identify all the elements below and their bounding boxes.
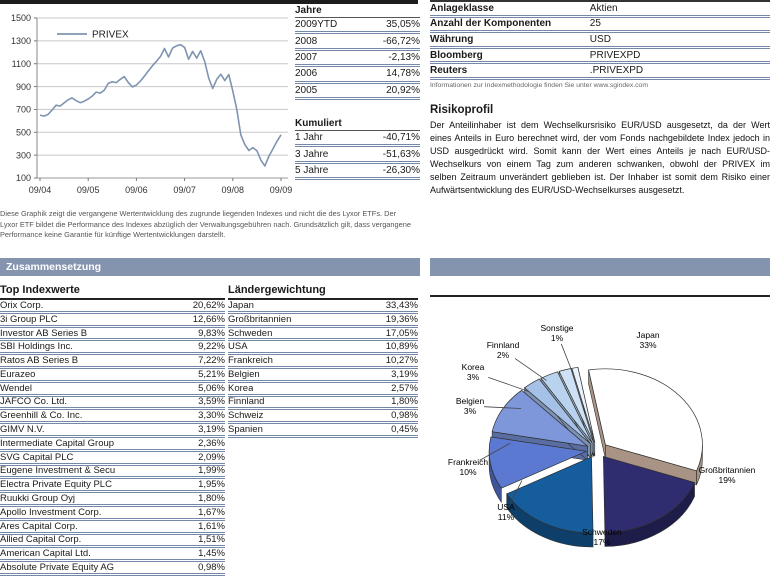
row-value: 1,67% [198, 506, 225, 518]
section-bar-title: Zusammensetzung [6, 261, 102, 273]
table-row [295, 147, 420, 163]
row-label: Währung [430, 33, 474, 45]
section-bar-empty [430, 258, 770, 276]
table-row [0, 369, 225, 383]
pie-percent-schweden: 17% [593, 537, 611, 547]
row-value: 0,98% [198, 562, 225, 574]
pie-leader-line [515, 358, 546, 380]
right-column [430, 0, 770, 576]
chart-text: 09/04 [28, 185, 52, 195]
chart-text: 500 [15, 127, 31, 138]
row-value: 9,22% [198, 341, 225, 353]
index-info-table [430, 0, 770, 80]
row-value: -40,71% [382, 132, 420, 144]
table-row [0, 493, 225, 507]
risikoprofil-body: Der Anteilinhaber ist dem Wechselkursrisiko EUR/USD ausgesetzt, da der Wert eines Anteils in Euro berechnet wird, der vom Fonds nachgebildete Index jedoch in USD ausgedrückt wird. Somit kann der Wert eines Anteils je nach EUR/USD-Wechselkurs von einem Tag zum anderen schwanken, obwohl der PRIVEX im selben Zeitraum unverändert geblieben ist. Der Inhaber ist somit dem Risiko einer Aufwärtsentwicklung des EUR/USD-Wechselkurses ausgesetzt. [430, 119, 770, 196]
row-value: 1,99% [198, 465, 225, 477]
table-row [228, 397, 418, 411]
row-value: -66,72% [382, 35, 420, 47]
row-label: Ratos AB Series B [0, 355, 79, 367]
pie-percent-japan: 33% [639, 340, 657, 350]
chart-text: 09/07 [173, 185, 196, 195]
row-label: Greenhill & Co. Inc. [0, 410, 83, 422]
row-label: 5 Jahre [295, 164, 329, 176]
row-label: Großbritannien [228, 313, 292, 325]
row-label: Intermediate Capital Group [0, 437, 115, 449]
row-label: Wendel [0, 382, 33, 394]
pie-percent-sonstige: 1% [550, 333, 564, 343]
legend-label: PRIVEX [92, 29, 129, 41]
row-value: 3,19% [198, 424, 225, 436]
row-value: 1,51% [198, 534, 225, 546]
pie-percent-finnland: 2% [496, 350, 510, 360]
table-row [0, 410, 225, 424]
row-label: Allied Capital Corp. [0, 534, 82, 546]
pie-percent-usa: 11% [497, 512, 515, 522]
laendergewichtung-rows [228, 300, 418, 438]
pie-label-finnland: Finnland [486, 340, 520, 350]
performance-line-chart [0, 4, 295, 200]
row-value: 9,83% [198, 327, 225, 339]
top-indexwerte-rows [0, 300, 225, 576]
table-row [0, 438, 225, 452]
row-label: Bloomberg [430, 49, 483, 61]
chart-text: 700 [15, 104, 31, 115]
table-row [228, 369, 418, 383]
row-label: Spanien [228, 424, 263, 436]
row-label: Absolute Private Equity AG [0, 562, 115, 574]
table-row [0, 300, 225, 314]
table-row [430, 2, 770, 18]
chart-text: 09/06 [125, 185, 148, 195]
table-row [0, 383, 225, 397]
row-value: -2,13% [388, 51, 420, 63]
table-row [430, 64, 770, 80]
row-value: 3,59% [198, 396, 225, 408]
row-label: Schweiz [228, 410, 264, 422]
row-value: Aktien [589, 2, 618, 14]
row-value: 2,36% [198, 437, 225, 449]
row-label: American Capital Ltd. [0, 548, 91, 560]
table-row [228, 300, 418, 314]
row-value: 10,27% [385, 355, 418, 367]
performance-tables [295, 4, 420, 200]
pie-label-korea: Korea [461, 362, 485, 372]
row-label: 2005 [295, 84, 318, 96]
table-row [0, 341, 225, 355]
table-row [0, 355, 225, 369]
jahre-table-rows [295, 18, 420, 100]
chart-text: 100 [15, 173, 31, 184]
row-label: Anlageklasse [430, 2, 494, 14]
row-label: Ruukki Group Oyj [0, 493, 75, 505]
pie-percent-belgien: 3% [463, 406, 477, 416]
table-row [0, 328, 225, 342]
table-row [0, 548, 225, 562]
row-label: JAFCO Co. Ltd. [0, 396, 68, 408]
kumuliert-table-header: Kumuliert [295, 117, 420, 131]
pie-percent-großbritannien: 19% [718, 475, 736, 485]
table-row [430, 49, 770, 65]
performance-row [0, 0, 420, 200]
row-value: PRIVEXPD [589, 49, 641, 61]
pie-label-frankreich: Frankreich [447, 457, 489, 467]
row-value: 14,78% [386, 68, 420, 80]
table-row [228, 410, 418, 424]
row-label: Belgien [228, 368, 260, 380]
table-row [295, 34, 420, 50]
row-label: Electra Private Equity PLC [0, 479, 112, 491]
laendergewichtung-table [228, 284, 418, 576]
row-label: SVG Capital PLC [0, 451, 74, 463]
row-value: 17,05% [385, 327, 418, 339]
row-label: 2006 [295, 68, 318, 80]
risikoprofil-section [430, 104, 770, 197]
table-row [228, 341, 418, 355]
table-row [0, 314, 225, 328]
chart-text: 1500 [10, 13, 31, 24]
risikoprofil-title: Risikoprofil [430, 103, 494, 116]
row-value: 35,05% [386, 19, 420, 31]
table-row [295, 84, 420, 100]
table-row [295, 51, 420, 67]
index-info-footnote: Informationen zur Indexmethodologie finden Sie unter www.sgindex.com [430, 81, 649, 89]
chart-text: 900 [15, 81, 31, 92]
row-label: 2008 [295, 35, 318, 47]
row-value: 3,30% [198, 410, 225, 422]
section-bar-zusammensetzung [0, 258, 420, 276]
row-label: Apollo Investment Corp. [0, 506, 102, 518]
row-label: 2007 [295, 51, 318, 63]
table-row [0, 397, 225, 411]
row-value: 19,36% [385, 313, 418, 325]
row-label: 2009YTD [295, 19, 338, 31]
pie-percent-frankreich: 10% [459, 467, 477, 477]
row-value: 5,06% [198, 382, 225, 394]
row-label: Eurazeo [0, 368, 36, 380]
pie-label-belgien: Belgien [455, 396, 485, 406]
table-row [295, 67, 420, 83]
row-value: 25 [589, 18, 601, 30]
row-value: 20,62% [192, 300, 225, 311]
row-label: Ares Capital Corp. [0, 520, 78, 532]
chart-text: 1300 [10, 36, 31, 47]
row-value: 1,80% [391, 396, 418, 408]
row-value: 1,95% [198, 479, 225, 491]
pie-percent-korea: 3% [466, 372, 480, 382]
row-value: 1,61% [198, 520, 225, 532]
table-row [228, 383, 418, 397]
laendergewichtung-title: Ländergewichtung [228, 284, 418, 300]
row-value: 0,45% [391, 424, 418, 436]
table-row [228, 328, 418, 342]
privex-series-line [40, 45, 281, 166]
table-row [295, 18, 420, 34]
table-row [0, 562, 225, 576]
table-row [295, 164, 420, 180]
table-row [228, 424, 418, 438]
table-row [0, 424, 225, 438]
jahre-table-header: Jahre [295, 4, 420, 18]
row-value: -26,30% [382, 164, 420, 176]
row-label: Frankreich [228, 355, 273, 367]
composition-tables [0, 284, 418, 576]
table-row [0, 466, 225, 480]
kumuliert-table-rows [295, 131, 420, 180]
row-label: Schweden [228, 327, 273, 339]
row-label: 1 Jahr [295, 132, 323, 144]
table-row [295, 131, 420, 147]
chart-text: 300 [15, 150, 31, 161]
chart-disclaimer: Diese Graphik zeigt die vergangene Wertentwicklung des zugrunde liegenden Indexes und nicht die des Lyxor ETFs. Der Lyxor ETF bildet die Performance des Indexes abzüglich der Verwaltungsgebühren nach. Grundsätzlich gilt, dass vergangene Performance keine Garantie für künftige Wertentwicklungen darstellt. [0, 209, 411, 240]
row-value: 3,19% [391, 368, 418, 380]
chart-text: 1100 [11, 58, 31, 69]
row-value: 10,89% [385, 341, 418, 353]
top-indexwerte-title: Top Indexwerte [0, 284, 225, 300]
table-row [430, 33, 770, 49]
row-label: Orix Corp. [0, 300, 44, 311]
pie-leader-line [561, 344, 572, 373]
row-value: 1,80% [198, 493, 225, 505]
row-value: 12,66% [192, 313, 225, 325]
pie-label-schweden: Schweden [582, 527, 622, 537]
row-label: Korea [228, 382, 254, 394]
pie-label-japan: Japan [636, 330, 660, 340]
table-row [0, 452, 225, 466]
row-label: SBI Holdings Inc. [0, 341, 73, 353]
section-divider [0, 0, 418, 4]
row-value: -51,63% [382, 148, 420, 160]
row-value: 33,43% [385, 300, 418, 311]
row-label: 3i Group PLC [0, 313, 58, 325]
pie-label-großbritannien: Großbritannien [698, 465, 756, 475]
chart-text: 09/05 [76, 185, 100, 195]
row-value: .PRIVEXPD [589, 65, 644, 77]
row-value: 20,92% [386, 84, 420, 96]
table-row [0, 507, 225, 521]
pie-section-rule [430, 295, 770, 297]
pie-leader-line [488, 377, 528, 391]
row-value: 0,98% [391, 410, 418, 422]
row-label: Reuters [430, 65, 468, 77]
chart-text: 09/09 [269, 185, 293, 195]
row-value: 1,45% [198, 548, 225, 560]
row-label: Japan [228, 300, 254, 311]
row-value: USD [589, 33, 611, 45]
row-label: GIMV N.V. [0, 424, 45, 436]
table-row [0, 535, 225, 549]
jahre-table [295, 4, 420, 100]
table-row [0, 521, 225, 535]
row-label: Investor AB Series B [0, 327, 88, 339]
row-label: Eugene Investment & Secu [0, 465, 116, 477]
row-value: 2,57% [391, 382, 418, 394]
table-row [228, 355, 418, 369]
line-chart-svg [0, 4, 295, 200]
pie-label-sonstige: Sonstige [540, 323, 574, 333]
row-value: 2,09% [198, 451, 225, 463]
row-value: 7,22% [198, 355, 225, 367]
table-row [430, 18, 770, 34]
pie-chart-svg [430, 300, 770, 576]
country-pie-chart [430, 300, 770, 581]
kumuliert-table [295, 117, 420, 180]
row-label: USA [228, 341, 248, 353]
table-row [0, 479, 225, 493]
top-indexwerte-table [0, 284, 225, 576]
chart-text: 09/08 [221, 185, 245, 195]
row-value: 5,21% [198, 368, 225, 380]
table-row [228, 314, 418, 328]
pie-label-usa: USA [497, 502, 515, 512]
row-label: Anzahl der Komponenten [430, 18, 552, 30]
row-label: Finnland [228, 396, 265, 408]
row-label: 3 Jahre [295, 148, 329, 160]
